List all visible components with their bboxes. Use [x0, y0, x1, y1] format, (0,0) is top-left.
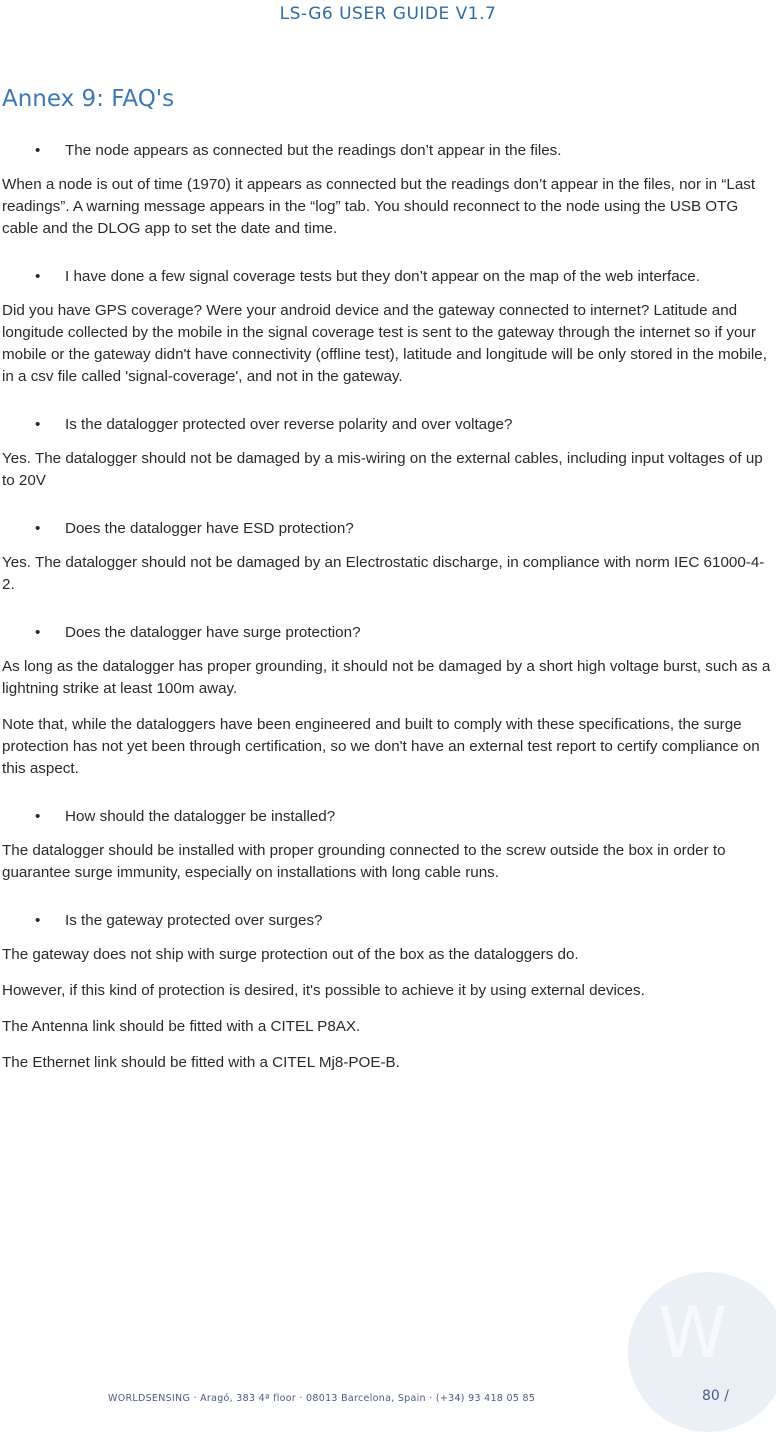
- faq-question-4: [2, 518, 774, 540]
- bullet-icon: •: [35, 416, 41, 433]
- faq-question-text: Does the datalogger have ESD protection?: [65, 520, 354, 537]
- faq-answer-5a: As long as the datalogger has proper grounding, it should not be damaged by a short high voltage burst, such as a lightning strike at least 100m away.: [2, 658, 771, 697]
- faq-answer-1: When a node is out of time (1970) it appears as connected but the readings don’t appear in the files, nor in “Last readings”. A warning message appears in the “log” tab. You should reconnect to the node using the USB OTG cable and the DLOG app to set the date and time.: [2, 176, 756, 237]
- faq-question-text: Is the datalogger protected over reverse polarity and over voltage?: [65, 416, 513, 433]
- faq-question-text: I have done a few signal coverage tests but they don’t appear on the map of the web interface.: [65, 268, 700, 285]
- logo-watermark: [628, 1272, 776, 1432]
- faq-answer-4: Yes. The datalogger should not be damaged by an Electrostatic discharge, in compliance with norm IEC 61000-4-2.: [2, 554, 765, 593]
- faq-question-7: [2, 910, 774, 932]
- bullet-icon: •: [35, 268, 41, 285]
- faq-question-2: [2, 266, 774, 288]
- faq-answer-5b: Note that, while the dataloggers have been engineered and built to comply with these specifications, the surge protection has not yet been through certification, so we don't have an external test report to certify compliance on this aspect.: [2, 716, 760, 777]
- faq-answer-7b: However, if this kind of protection is desired, it's possible to achieve it by using external devices.: [2, 982, 645, 999]
- faq-question-text: The node appears as connected but the readings don’t appear in the files.: [65, 142, 562, 159]
- bullet-icon: •: [35, 808, 41, 825]
- page-header: LS-G6 USER GUIDE V1.7: [279, 4, 497, 24]
- page-number: 80 /: [702, 1388, 729, 1404]
- faq-question-3: [2, 414, 774, 436]
- faq-question-text: How should the datalogger be installed?: [65, 808, 336, 825]
- faq-answer-7c: The Antenna link should be fitted with a CITEL P8AX.: [2, 1018, 361, 1035]
- faq-question-text: Does the datalogger have surge protection?: [65, 624, 361, 641]
- faq-answer-2: Did you have GPS coverage? Were your android device and the gateway connected to internet? Latitude and longitude collected by the mobile in the signal coverage test is sent to the gateway through the internet so if your mobile or the gateway didn't have connectivity (offline test), latitude and longitude will be only stored in the mobile, in a csv file called 'signal-coverage', and not in the gateway.: [2, 302, 767, 385]
- faq-list: [2, 140, 774, 1086]
- bullet-icon: •: [35, 142, 41, 159]
- footer-address: WORLDSENSING · Aragó, 383 4ª floor · 08013 Barcelona, Spain · (+34) 93 418 05 85: [108, 1393, 536, 1404]
- faq-answer-7a: The gateway does not ship with surge protection out of the box as the dataloggers do.: [2, 946, 579, 963]
- bullet-icon: •: [35, 912, 41, 929]
- faq-answer-7d: The Ethernet link should be fitted with a CITEL Mj8-POE-B.: [2, 1054, 400, 1071]
- faq-question-text: Is the gateway protected over surges?: [65, 912, 323, 929]
- faq-question-6: [2, 806, 774, 828]
- section-title: Annex 9: FAQ's: [2, 86, 175, 112]
- faq-question-5: [2, 622, 774, 644]
- w-logo-icon: W: [658, 1292, 728, 1374]
- faq-answer-6: The datalogger should be installed with proper grounding connected to the screw outside the box in order to guarantee surge immunity, especially on installations with long cable runs.: [2, 842, 726, 881]
- faq-question-1: [2, 140, 774, 162]
- bullet-icon: •: [35, 520, 41, 537]
- bullet-icon: •: [35, 624, 41, 641]
- faq-answer-3: Yes. The datalogger should not be damaged by a mis-wiring on the external cables, including input voltages of up to 20V: [2, 450, 763, 489]
